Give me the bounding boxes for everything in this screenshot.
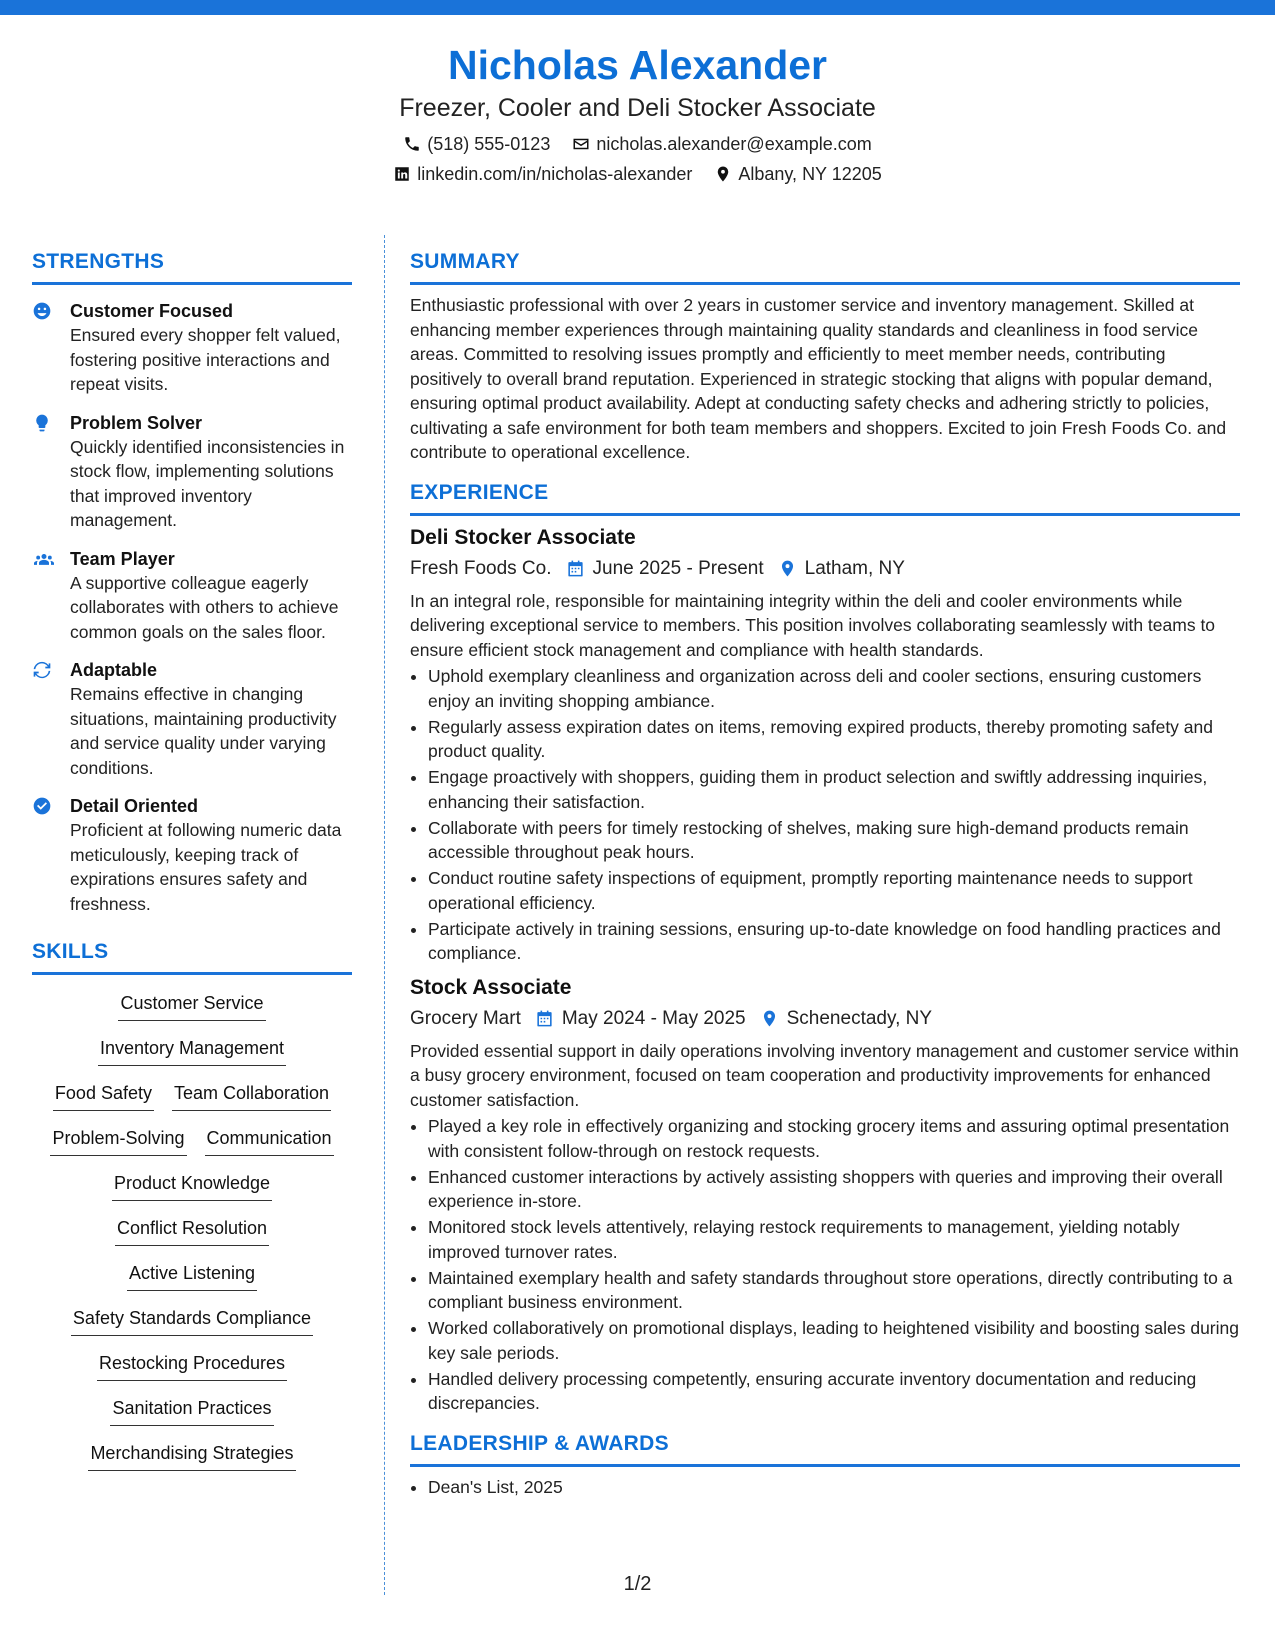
phone-icon (403, 135, 421, 153)
job-bullets (410, 664, 1240, 966)
job-description: Provided essential support in daily operations involving inventory management and customer service within a busy grocery environment, focused on team cooperation and productivity improvements for enhanced customer satisfaction. (410, 1040, 1239, 1110)
linkedin-icon (393, 165, 411, 183)
strength-desc: Quickly identified inconsistencies in stock flow, implementing solutions that improved inventory management. (70, 436, 345, 530)
resume-header (0, 40, 1275, 186)
skill-tag: Customer Service (118, 991, 265, 1021)
left-column (32, 248, 352, 1486)
strength-item (32, 411, 352, 533)
strength-name: Problem Solver (70, 412, 203, 433)
check-circle-icon (32, 796, 52, 816)
sync-icon (32, 660, 52, 680)
contact-row-1 (0, 132, 1275, 156)
right-column (410, 248, 1240, 1501)
job-bullet: • Collaborate with peers for timely restocking of shelves, making sure high-demand products remain accessible throughout peak hours. (428, 816, 1240, 865)
job-entry (410, 524, 1240, 966)
skill-tag: Conflict Resolution (115, 1216, 269, 1246)
strength-name: Customer Focused (70, 301, 234, 321)
strengths-rule (32, 282, 352, 285)
contact-phone (403, 132, 550, 156)
job-bullet: • Engage proactively with shoppers, guiding them in product selection and swiftly addressing inquiries, enhancing their satisfaction. (428, 765, 1240, 814)
leadership-list (410, 1475, 1240, 1500)
strength-name: Adaptable (70, 660, 158, 680)
strength-desc: A supportive colleague eagerly collaborates with others to achieve common goals on the sales floor. (70, 572, 339, 642)
top-accent-bar (0, 0, 1275, 15)
map-pin-icon (714, 165, 732, 183)
job-company: Grocery Mart (410, 1007, 521, 1029)
job-bullet: • Monitored stock levels attentively, relaying restock requirements to management, yielding notably improved turnover rates. (428, 1215, 1240, 1264)
skill-tag: Sanitation Practices (110, 1396, 273, 1426)
skill-tag: Communication (205, 1126, 334, 1156)
map-pin-icon (778, 559, 797, 578)
skill-tag: Merchandising Strategies (88, 1441, 295, 1471)
job-dates: June 2025 - Present (592, 557, 764, 579)
skill-tag: Active Listening (127, 1261, 257, 1291)
calendar-icon (566, 559, 585, 578)
job-bullet: • Worked collaboratively on promotional displays, leading to heightened visibility and boosting sales during key sale periods. (428, 1316, 1240, 1365)
strength-item (32, 794, 352, 916)
skills-heading: SKILLS (32, 940, 109, 963)
job-bullets (410, 1114, 1240, 1416)
candidate-title: Freezer, Cooler and Deli Stocker Associate (399, 94, 876, 122)
job-meta (410, 555, 1240, 583)
job-company: Fresh Foods Co. (410, 557, 552, 579)
strength-name: Detail Oriented (70, 796, 199, 816)
skill-tag: Safety Standards Compliance (71, 1306, 313, 1336)
lightbulb-icon (32, 413, 52, 433)
job-location: Schenectady, NY (786, 1007, 933, 1029)
skill-tag: Food Safety (53, 1081, 154, 1111)
skill-tag: Inventory Management (98, 1036, 286, 1066)
skill-tag: Problem-Solving (50, 1126, 186, 1156)
job-entry (410, 974, 1240, 1416)
email-text: nicholas.alexander@example.com (596, 134, 872, 154)
calendar-icon (535, 1009, 554, 1028)
job-meta (410, 1005, 1240, 1033)
contact-row-2 (0, 162, 1275, 186)
skill-tag: Product Knowledge (112, 1171, 272, 1201)
map-pin-icon (760, 1009, 779, 1028)
job-title: Stock Associate (410, 975, 572, 999)
skill-tag: Team Collaboration (172, 1081, 331, 1111)
job-bullet: • Uphold exemplary cleanliness and organization across deli and cooler sections, ensuring customers enjoy an inviting shopping ambiance. (428, 664, 1240, 713)
contact-linkedin[interactable] (393, 162, 692, 186)
leadership-item: • Dean's List, 2025 (428, 1475, 1240, 1500)
experience-heading: EXPERIENCE (410, 480, 549, 504)
leadership-rule (410, 1464, 1240, 1467)
job-bullet: • Conduct routine safety inspections of equipment, promptly reporting maintenance needs to support operational efficiency. (428, 866, 1240, 915)
leadership-heading: LEADERSHIP & AWARDS (410, 1431, 669, 1455)
smile-icon (32, 301, 52, 321)
strengths-heading: STRENGTHS (32, 250, 165, 273)
strength-desc: Remains effective in changing situations, maintaining productivity and service quality under varying conditions. (70, 684, 337, 778)
job-dates: May 2024 - May 2025 (561, 1007, 746, 1029)
job-bullet: • Participate actively in training sessions, ensuring up-to-date knowledge on food handling practices and compliance. (428, 917, 1240, 966)
strength-item (32, 658, 352, 780)
strength-item (32, 547, 352, 645)
summary-rule (410, 282, 1240, 285)
strength-desc: Proficient at following numeric data meticulously, keeping track of expirations ensures safety and freshness. (70, 820, 342, 914)
column-divider (384, 235, 385, 1595)
job-bullet: • Maintained exemplary health and safety standards throughout store operations, directly contributing to a compliant business environment. (428, 1266, 1240, 1315)
skills-rule (32, 972, 352, 975)
job-bullet: • Enhanced customer interactions by actively assisting shoppers with queries and improving their overall experience in-store. (428, 1165, 1240, 1214)
phone-text: (518) 555-0123 (427, 134, 551, 154)
job-bullet: • Handled delivery processing competently, ensuring accurate inventory documentation and reducing discrepancies. (428, 1367, 1240, 1416)
candidate-name: Nicholas Alexander (447, 42, 827, 88)
job-description: In an integral role, responsible for maintaining integrity within the deli and cooler environments while delivering exceptional service to members. This position involves collaborating seamlessly with teams to ensure efficient stock management and compliance with health standards. (410, 590, 1216, 660)
job-location: Latham, NY (804, 557, 905, 579)
contact-location (714, 162, 881, 186)
location-text: Albany, NY 12205 (738, 164, 882, 184)
linkedin-text: linkedin.com/in/nicholas-alexander (417, 164, 693, 184)
skills-list (32, 991, 352, 1486)
skill-tag: Restocking Procedures (97, 1351, 287, 1381)
users-icon (32, 549, 56, 569)
page-number: 1/2 (623, 1573, 652, 1595)
strength-name: Team Player (70, 548, 175, 569)
experience-rule (410, 513, 1240, 516)
summary-heading: SUMMARY (410, 250, 520, 273)
job-bullet: • Regularly assess expiration dates on items, removing expired products, thereby promoting safety and product quality. (428, 715, 1240, 764)
strength-desc: Ensured every shopper felt valued, fostering positive interactions and repeat visits. (70, 325, 341, 394)
strength-item (32, 299, 352, 397)
contact-email[interactable] (572, 132, 871, 156)
job-title: Deli Stocker Associate (410, 525, 636, 549)
envelope-icon (572, 135, 590, 153)
job-bullet: • Played a key role in effectively organizing and stocking grocery items and assuring optimal presentation with consistent follow-through on restock requests. (428, 1114, 1240, 1163)
summary-text: Enthusiastic professional with over 2 years in customer service and inventory management. Skilled at enhancing member experiences through maintaining quality standards and cleanliness in food service areas. Committed to resolving issues promptly and efficiently to meet member needs, contributing positively to overall brand reputation. Experienced in strategic stocking that aligns with popular demand, ensuring optimal product availability. Adept at conducting safety checks and adhering strictly to policies, cultivating a safe environment for both team members and shoppers. Excited to join Fresh Foods Co. and contribute to operational excellence. (410, 295, 1227, 462)
